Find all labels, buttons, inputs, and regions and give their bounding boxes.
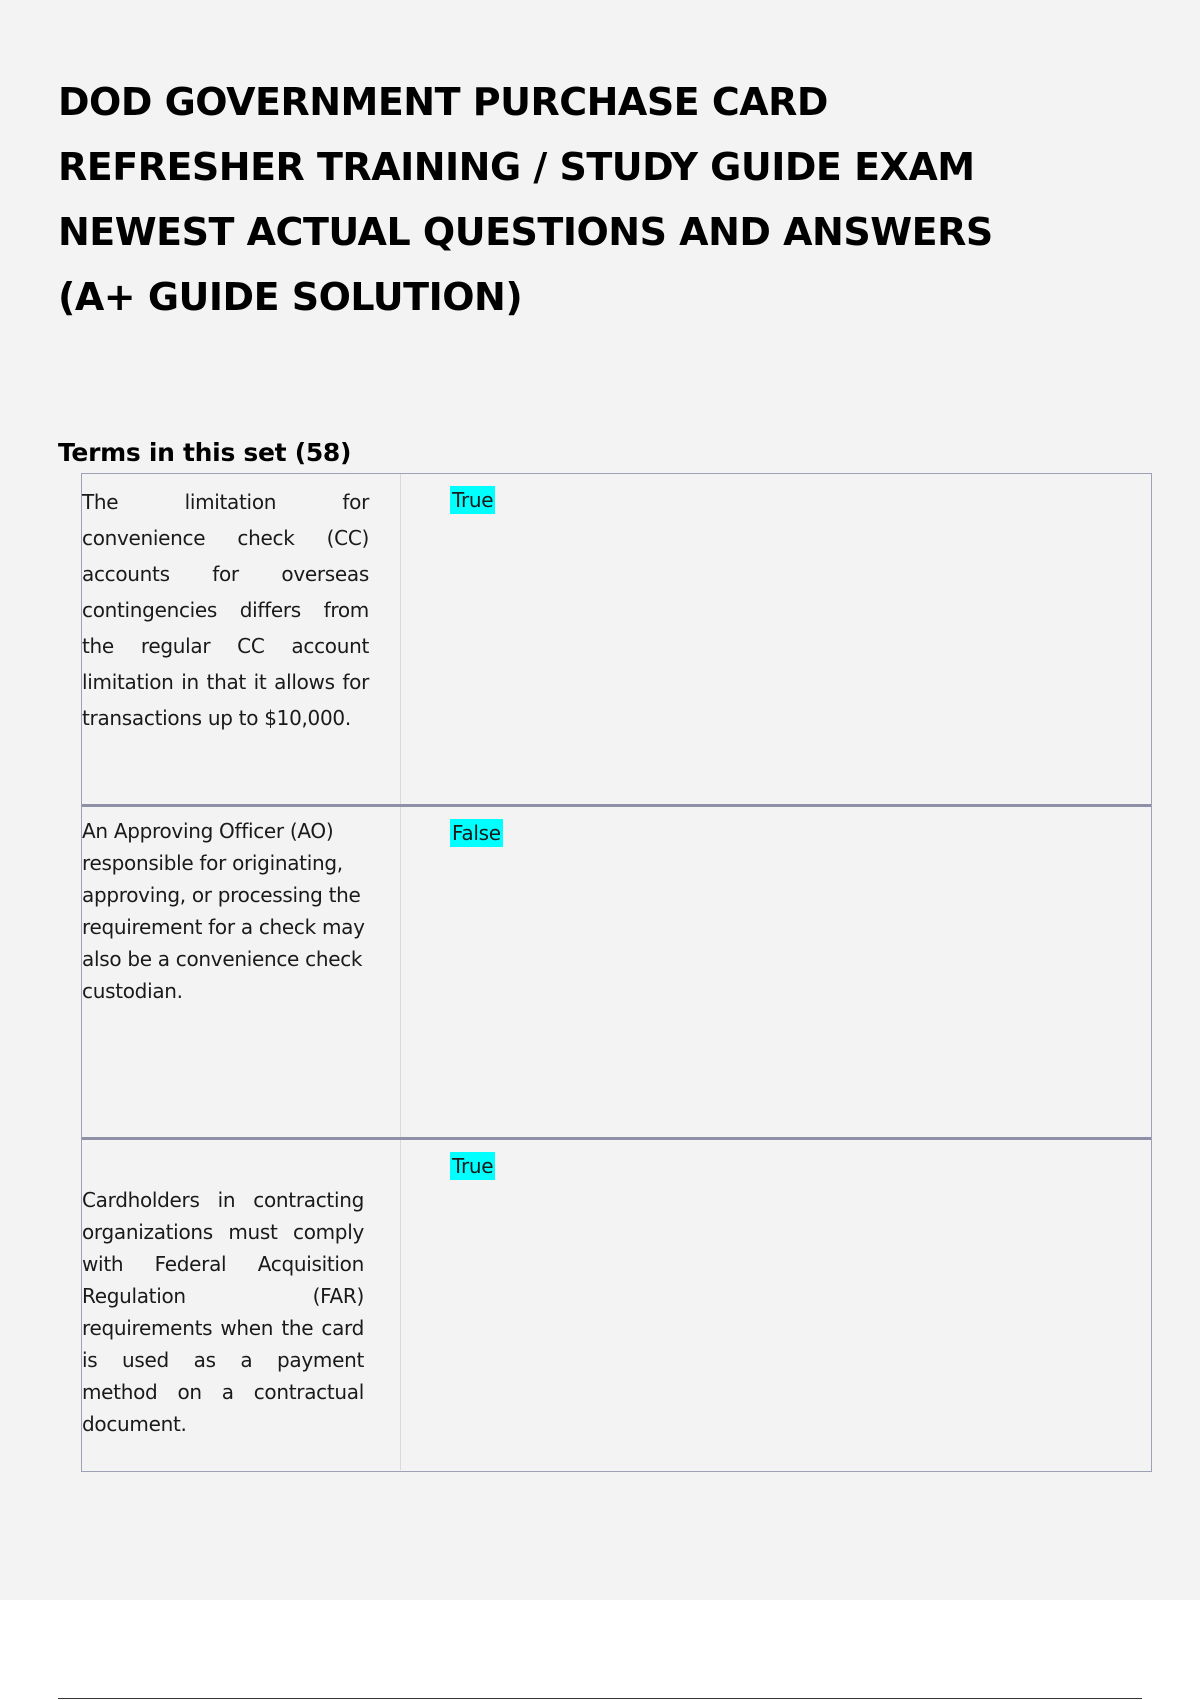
term-question: Cardholders in contracting organizations must comply with Federal Acquisition Regulation (FAR) requirements when the card is used as a payment method on a contractual document. xyxy=(82,1188,364,1436)
column-divider xyxy=(400,807,401,1137)
term-answer: False xyxy=(452,821,501,845)
term-row xyxy=(82,807,1151,1140)
term-row xyxy=(82,1140,1151,1470)
term-question: The limitation for convenience check (CC) accounts for overseas contingencies differs from the regular CC account limitation in that it allows for transactions up to $10,000. xyxy=(82,490,369,730)
footer-rule xyxy=(58,1698,1142,1699)
term-question: An Approving Officer (AO) responsible for originating, approving, or processing the requirement for a check may also be a convenience check custodian. xyxy=(82,819,365,1003)
term-answer: True xyxy=(452,488,494,512)
column-divider xyxy=(400,474,401,804)
column-divider xyxy=(400,1140,401,1470)
term-answer: True xyxy=(452,1154,494,1178)
document-title: DOD GOVERNMENT PURCHASE CARD REFRESHER TRAINING / STUDY GUIDE EXAM NEWEST ACTUAL QUESTIONS AND ANSWERS (A+ GUIDE SOLUTION) xyxy=(58,80,993,319)
terms-heading: Terms in this set (58) xyxy=(58,438,352,467)
terms-table xyxy=(81,473,1152,1472)
term-row xyxy=(82,474,1151,807)
